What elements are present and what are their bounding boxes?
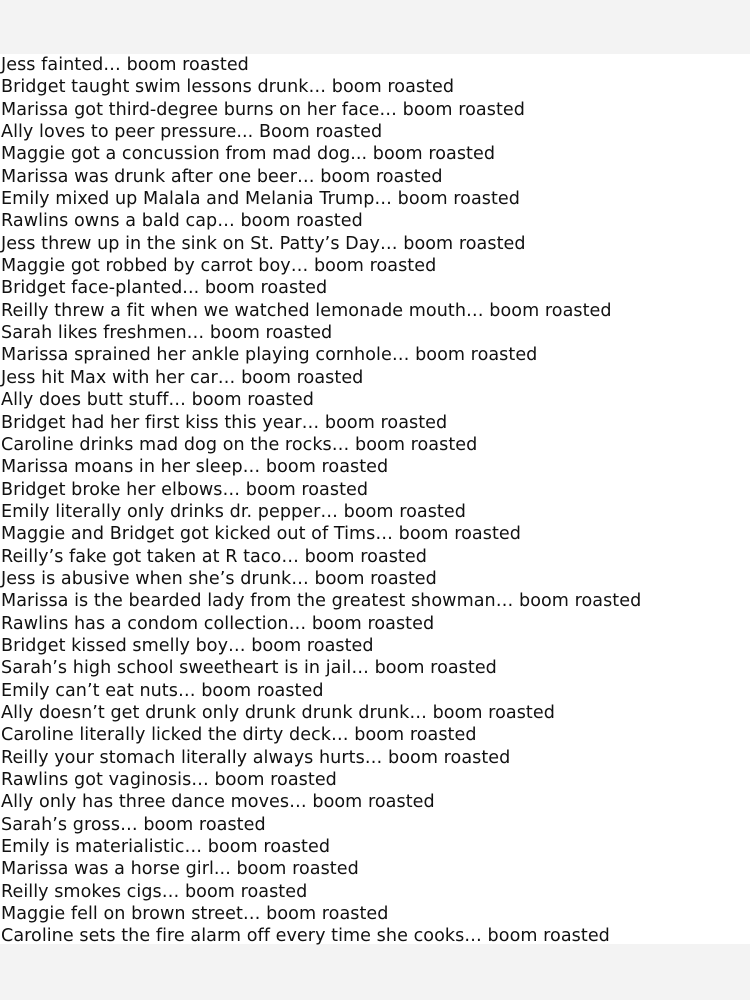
- roast-line: Marissa was drunk after one beer… boom roasted: [1, 166, 443, 187]
- poster: [0, 54, 750, 947]
- roast-line: Jess is abusive when she’s drunk… boom roasted: [1, 568, 437, 589]
- roast-line: Jess fainted… boom roasted: [1, 55, 249, 75]
- roast-line: Marissa was a horse girl... boom roasted: [1, 859, 359, 880]
- roast-line: Emily mixed up Malala and Melania Trump… boom roasted: [1, 189, 520, 210]
- roast-line: Emily literally only drinks dr. pepper… boom roasted: [1, 501, 466, 522]
- roast-list: [1, 54, 750, 948]
- roast-line: Bridget broke her elbows… boom roasted: [1, 479, 369, 500]
- roast-line: Rawlins owns a bald cap… boom roasted: [1, 211, 363, 232]
- roast-line: Reilly’s fake got taken at R taco… boom roasted: [1, 546, 427, 567]
- roast-line: Bridget face-planted... boom roasted: [1, 278, 328, 299]
- roast-line: Reilly smokes cigs… boom roasted: [1, 881, 308, 902]
- roast-line: Sarah likes freshmen… boom roasted: [1, 323, 333, 344]
- roast-line: Ally doesn’t get drunk only drunk drunk drunk… boom roasted: [1, 702, 555, 723]
- roast-line: Sarah’s high school sweetheart is in jail… boom roasted: [1, 658, 497, 679]
- roast-line: Marissa is the bearded lady from the greatest showman… boom roasted: [1, 591, 642, 612]
- roast-line: Marissa moans in her sleep… boom roasted: [1, 457, 389, 478]
- roast-line: Sarah’s gross… boom roasted: [1, 814, 266, 835]
- roast-line: Reilly your stomach literally always hurts… boom roasted: [1, 747, 511, 768]
- roast-line: Emily can’t eat nuts… boom roasted: [1, 680, 324, 701]
- roast-line: Marissa sprained her ankle playing cornhole… boom roasted: [1, 345, 538, 366]
- roast-line: Marissa got third-degree burns on her face… boom roasted: [1, 99, 525, 120]
- roast-line: Caroline drinks mad dog on the rocks… boom roasted: [1, 434, 478, 455]
- roast-line: Caroline literally licked the dirty deck… boom roasted: [1, 725, 477, 746]
- roast-line: Maggie got a concussion from mad dog... boom roasted: [1, 144, 496, 165]
- roast-line: Bridget kissed smelly boy… boom roasted: [1, 635, 374, 656]
- roast-line: Ally loves to peer pressure... Boom roasted: [1, 122, 383, 143]
- roast-line: Rawlins got vaginosis… boom roasted: [1, 770, 337, 790]
- roast-line: Ally does butt stuff… boom roasted: [1, 390, 314, 411]
- roast-line: Emily is materialistic… boom roasted: [1, 837, 331, 858]
- roast-line: Ally only has three dance moves… boom roasted: [1, 792, 435, 813]
- roast-line: Maggie got robbed by carrot boy… boom roasted: [1, 256, 437, 277]
- roast-line: Maggie and Bridget got kicked out of Tims… boom roasted: [1, 524, 521, 545]
- roast-line: Bridget taught swim lessons drunk… boom roasted: [1, 77, 455, 98]
- roast-line: Caroline sets the fire alarm off every time she cooks… boom roasted: [1, 926, 610, 947]
- roast-line: Maggie fell on brown street… boom roasted: [1, 904, 389, 925]
- roast-line: Jess threw up in the sink on St. Patty’s Day… boom roasted: [1, 233, 526, 254]
- roast-line: Reilly threw a fit when we watched lemonade mouth… boom roasted: [1, 300, 612, 321]
- roast-line: Rawlins has a condom collection… boom roasted: [1, 613, 435, 634]
- roast-line: Jess hit Max with her car… boom roasted: [1, 367, 364, 388]
- roast-line: Bridget had her first kiss this year… boom roasted: [1, 412, 448, 433]
